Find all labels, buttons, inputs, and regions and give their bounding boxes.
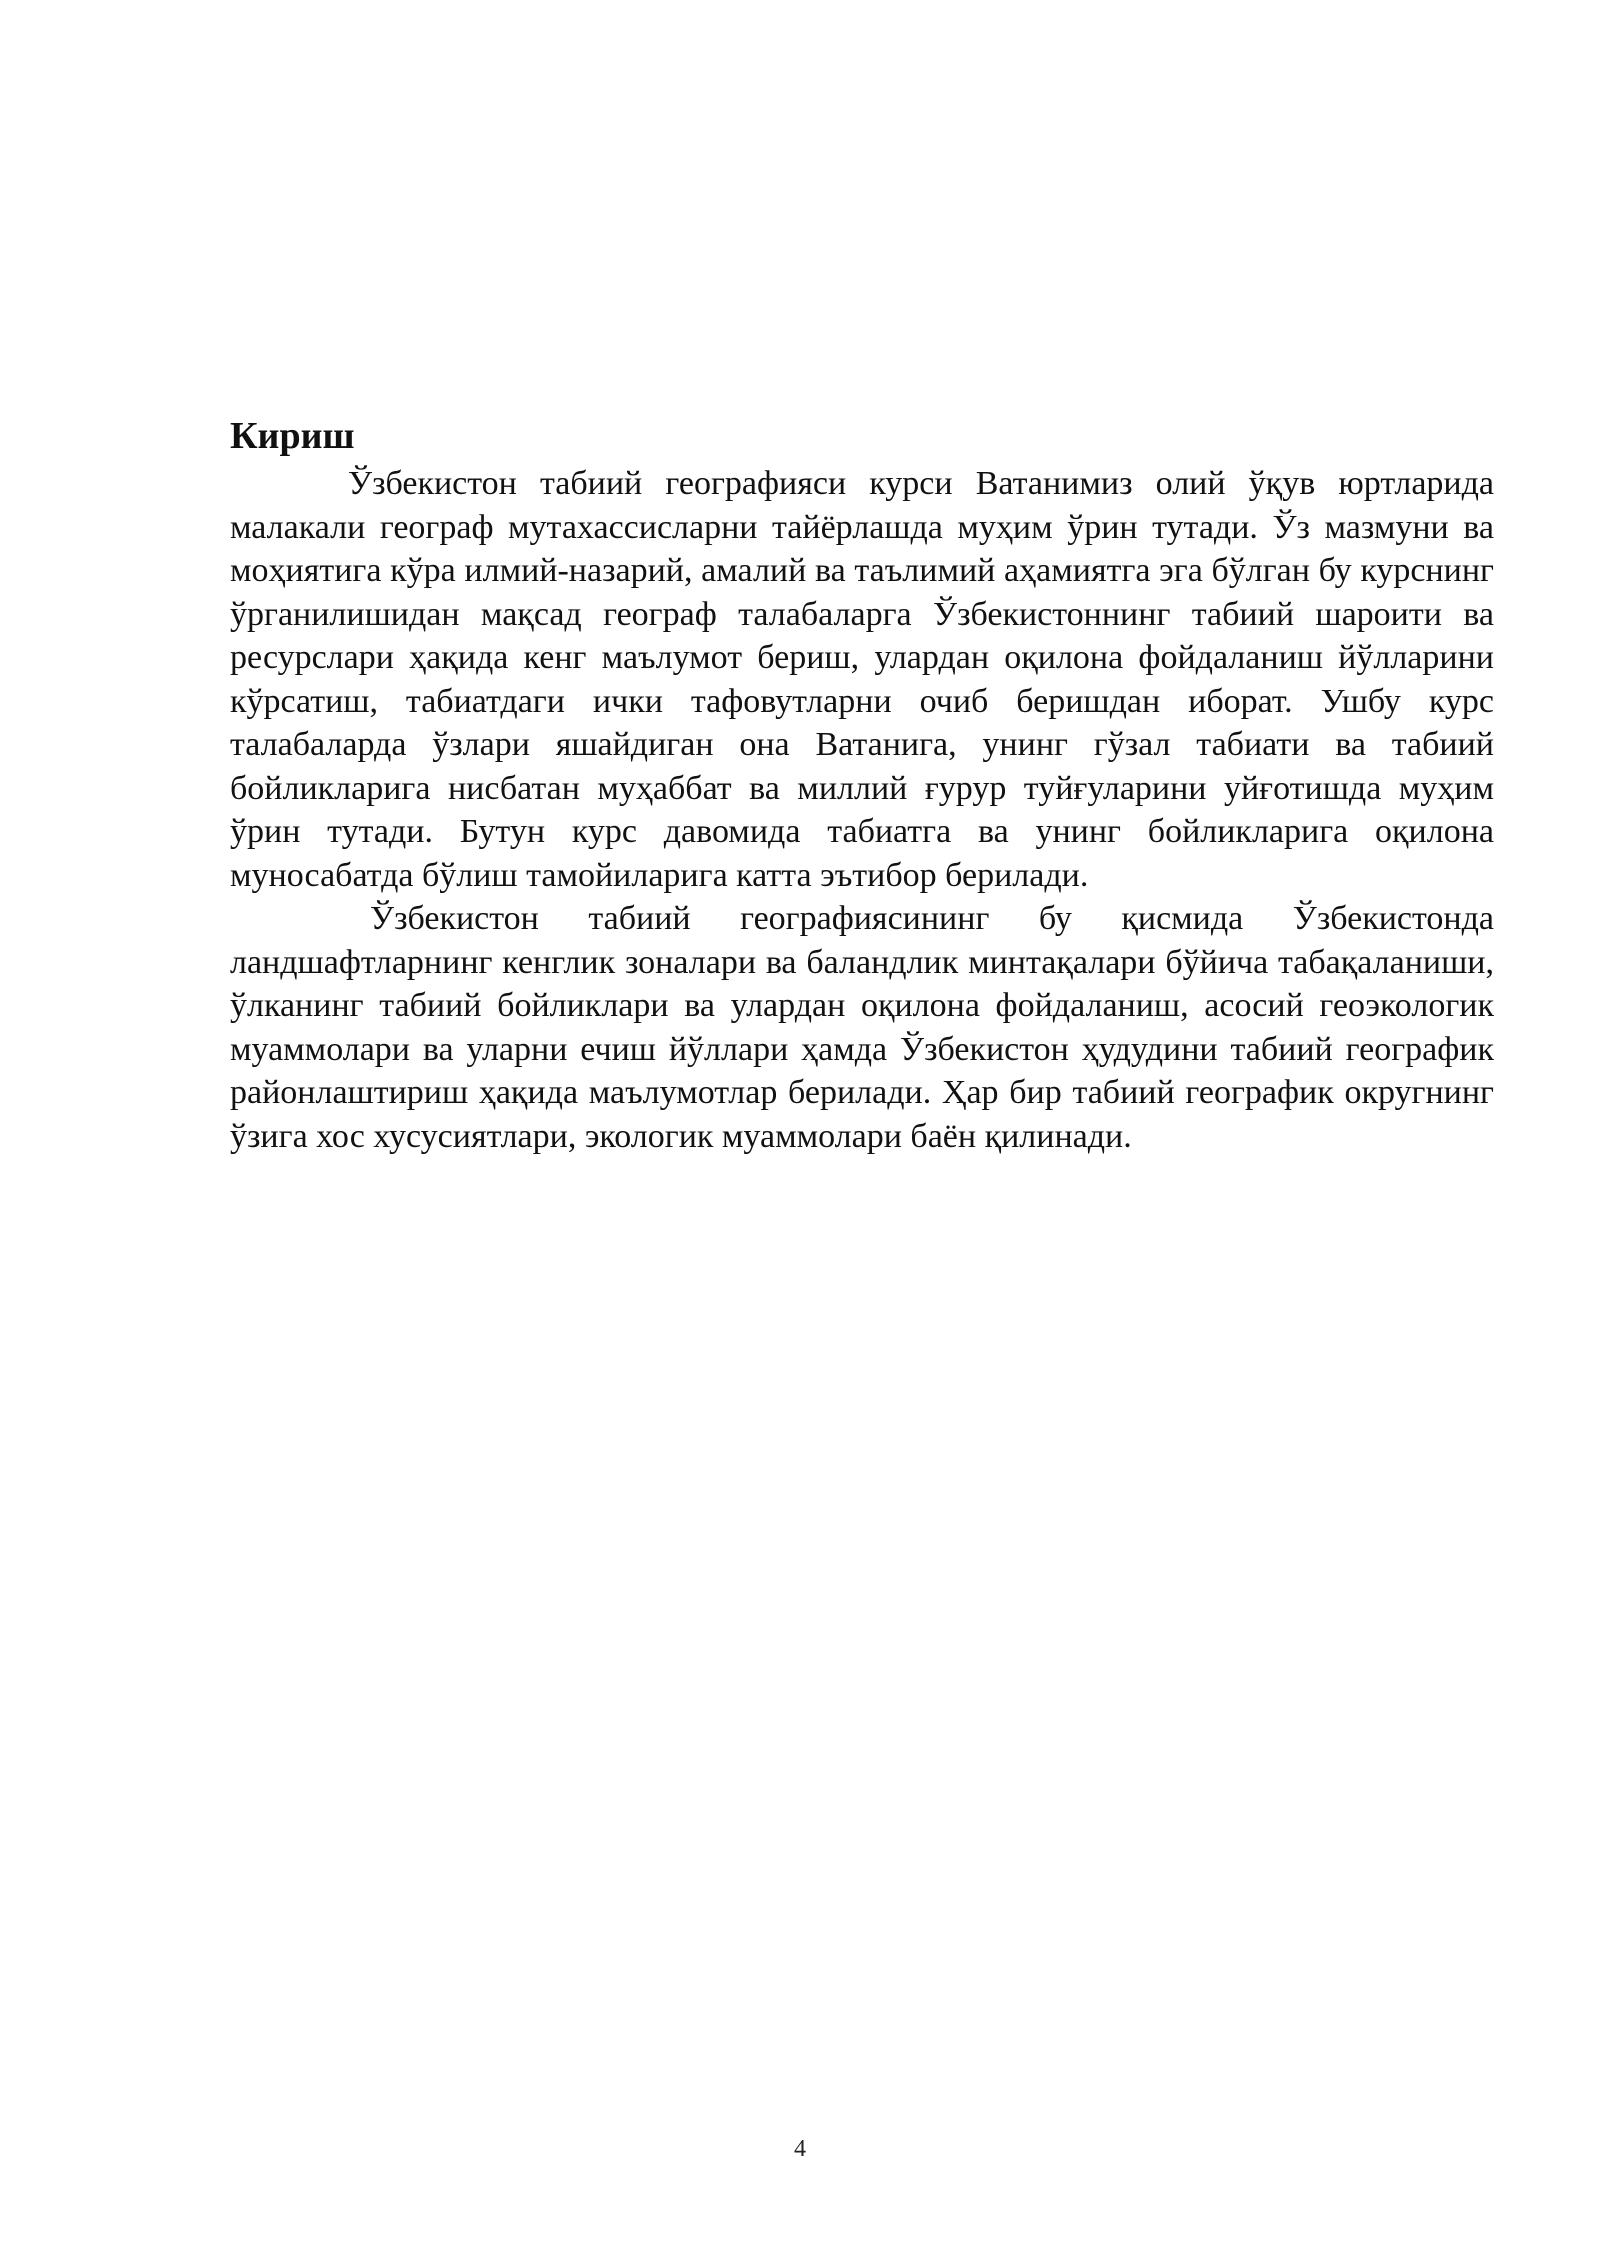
paragraph-2: Ўзбекистон табиий географиясининг бу қисмида Ўзбекистонда ландшафтларнинг кенглик зоналари ва баландлик минтақалари бўйича табақаланиши, ўлканинг табиий бойликлари ва улардан оқилона фойдаланиш, асосий геоэкологик муаммолари ва уларни ечиш йўллари ҳамда Ўзбекистон ҳудудини табиий географик районлаштириш ҳақида маълумотлар берилади. Ҳар бир табиий географик округнинг ўзига хос хусусиятлари, экологик муаммолари баён қилинади.: [230, 900, 1494, 1155]
page-number: 4: [794, 2136, 806, 2162]
section-heading: Кириш: [230, 415, 355, 457]
paragraph-1: Ўзбекистон табиий географияси курси Ватанимиз олий ўқув юртларида малакали географ мутахассисларни тайёрлашда муҳим ўрин тутади. Ўз мазмуни ва моҳиятига кўра илмий-назарий, амалий ва таълимий аҳамиятга эга бўлган бу курснинг ўрганилишидан мақсад географ талабаларга Ўзбекистоннинг табиий шароити ва ресурслари ҳақида кенг маълумот бериш, улардан оқилона фойдаланиш йўлларини кўрсатиш, табиатдаги ички тафовутларни очиб беришдан иборат. Ушбу курс талабаларда ўзлари яшайдиган она Ватанига, унинг гўзал табиати ва табиий бойликларига нисбатан муҳаббат ва миллий ғурур туйғуларини уйғотишда муҳим ўрин тутади. Бутун курс давомида табиатга ва унинг бойликларига оқилона муносабатда бўлиш тамойиларига катта эътибор берилади.: [230, 465, 1494, 894]
page-content: [230, 410, 1494, 1158]
